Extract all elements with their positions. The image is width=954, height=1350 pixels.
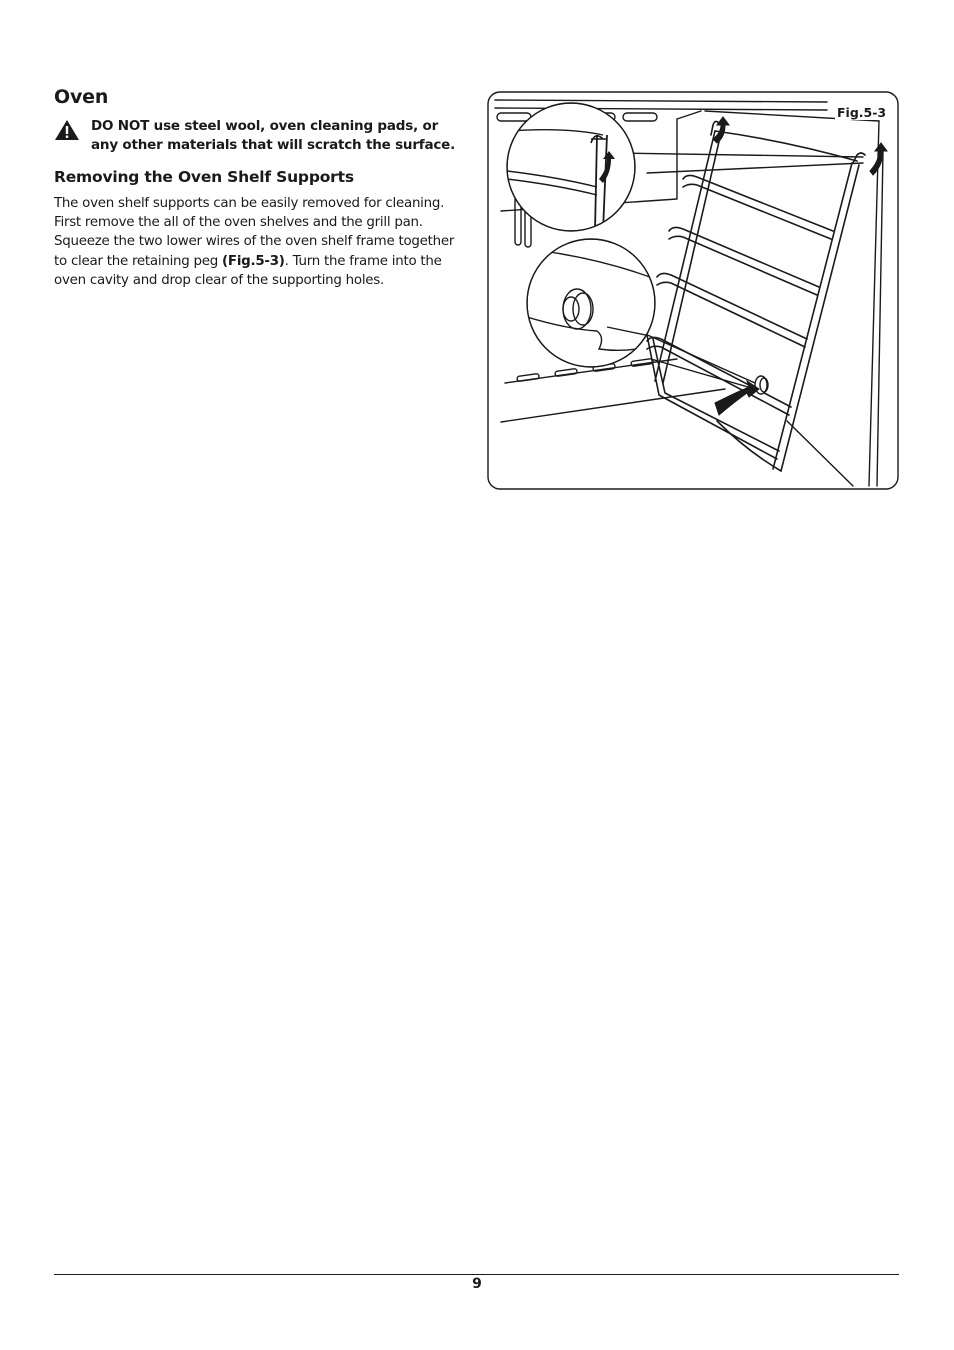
instructions-paragraph	[54, 194, 468, 290]
figure-label: Fig.5-3	[837, 105, 887, 120]
oven-shelf-support-illustration	[487, 91, 899, 490]
instructions-text-part2: . Turn the frame into the oven cavity and drop clear of the supporting holes.	[54, 253, 442, 288]
section-title: Oven	[54, 86, 109, 108]
warning-triangle-icon	[54, 119, 80, 141]
warning-text: DO NOT use steel wool, oven cleaning pads, or any other materials that will scratch the surface.	[91, 118, 456, 153]
footer-rule	[54, 1274, 899, 1275]
figure-reference: (Fig.5-3)	[222, 253, 285, 269]
subsection-heading: Removing the Oven Shelf Supports	[54, 168, 354, 186]
warning-note	[54, 117, 464, 155]
instructions-text-part1: The oven shelf supports can be easily removed for cleaning. First remove the all of the oven shelves and the grill pan. Squeeze the two lower wires of the oven shelf frame together to clear the retaining peg	[54, 196, 455, 269]
page-number: 9	[472, 1276, 482, 1292]
